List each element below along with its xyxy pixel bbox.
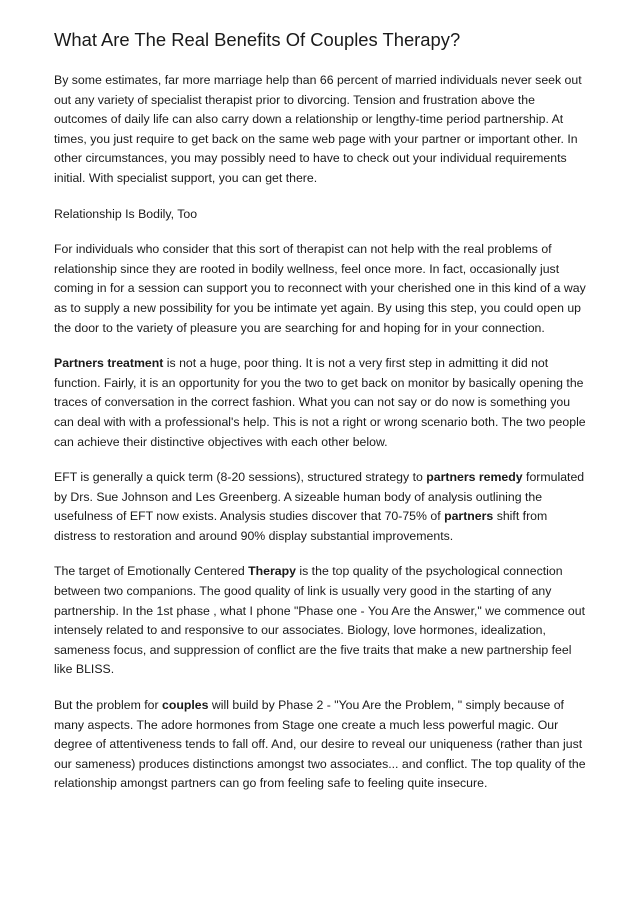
paragraph — [54, 696, 586, 794]
bold-keyword: Therapy — [248, 564, 296, 579]
text-run: will build by Phase 2 - "You Are the Problem, " simply because of many aspects. The adore hormones from Stage one create a much less powerful magic. Our degree of attentiveness tends to fall off. And, our desire to reveal our uniqueness (rather than just our sameness) produces distinctions amongst two associates... and conflict. The top quality of the relationship amongst partners can go from feeling safe to feeling quite insecure. — [54, 698, 586, 791]
section-heading — [54, 205, 586, 225]
document-page — [54, 28, 586, 810]
text-run: EFT is generally a quick term (8-20 sessions), structured strategy to — [54, 470, 427, 485]
paragraph — [54, 468, 586, 546]
page-title: What Are The Real Benefits Of Couples Therapy? — [54, 29, 461, 50]
bold-keyword: partners — [444, 509, 494, 524]
paragraph — [54, 71, 586, 189]
text-run: is not a huge, poor thing. It is not a very first step in admitting it did not function. Fairly, it is an opportunity for you the two to get back on monitor by basically opening the traces of conversation in the correct fashion. What you can not say or do now is something you can deal with with a professional's help. This is not a right or wrong scenario both. The two people can achieve their distinctive objectives with each other below. — [54, 356, 586, 449]
text-run: For individuals who consider that this sort of therapist can not help with the real problems of relationship since they are rooted in bodily wellness, feel once more. In fact, occasionally just coming in for a session can support you to reconnect with your cherished one in this kind of a way as to supply a new possibility for you be intimate yet again. By using this step, you could open up the door to the variety of pleasure you are searching for and hoping for in your connection. — [54, 242, 586, 335]
text-run: is the top quality of the psychological connection between two companions. The good quality of link is usually very good in the starting of any partnership. In the 1st phase , what I phone "Phase one - You Are the Answer," we commence out intensely related to and responsive to our associates. Biology, love hormones, idealization, sameness focus, and suppression of conflict are the five traits that make a new partnership feel like BLISS. — [54, 564, 585, 677]
bold-keyword: couples — [162, 698, 209, 713]
paragraph — [54, 562, 586, 680]
document-body — [54, 71, 586, 794]
text-run: The target of Emotionally Centered — [54, 564, 249, 579]
paragraph — [54, 354, 586, 452]
paragraph — [54, 240, 586, 338]
bold-keyword: partners remedy — [426, 470, 523, 485]
text-run: By some estimates, far more marriage help than 66 percent of married individuals never seek out out any variety of specialist therapist prior to divorcing. Tension and frustration above the outcomes of daily life can also carry down a relationship or lengthy-time period partnership. At times, you just require to get back on the same web page with your partner or important other. In other circumstances, you may possibly need to have to check out your individual requirements initial. With specialist support, you can get there. — [54, 73, 582, 185]
bold-keyword: Partners treatment — [54, 356, 164, 371]
text-run: formulated by Drs. Sue Johnson and Les Greenberg. A sizeable human body of analysis outlining the usefulness of EFT now exists. Analysis studies discover that 70-75% of — [54, 470, 585, 524]
text-run: But the problem for — [54, 698, 162, 713]
text-run: Relationship Is Bodily, Too — [54, 206, 198, 221]
text-run: shift from distress to restoration and around 90% display substantial improvements. — [54, 509, 548, 543]
